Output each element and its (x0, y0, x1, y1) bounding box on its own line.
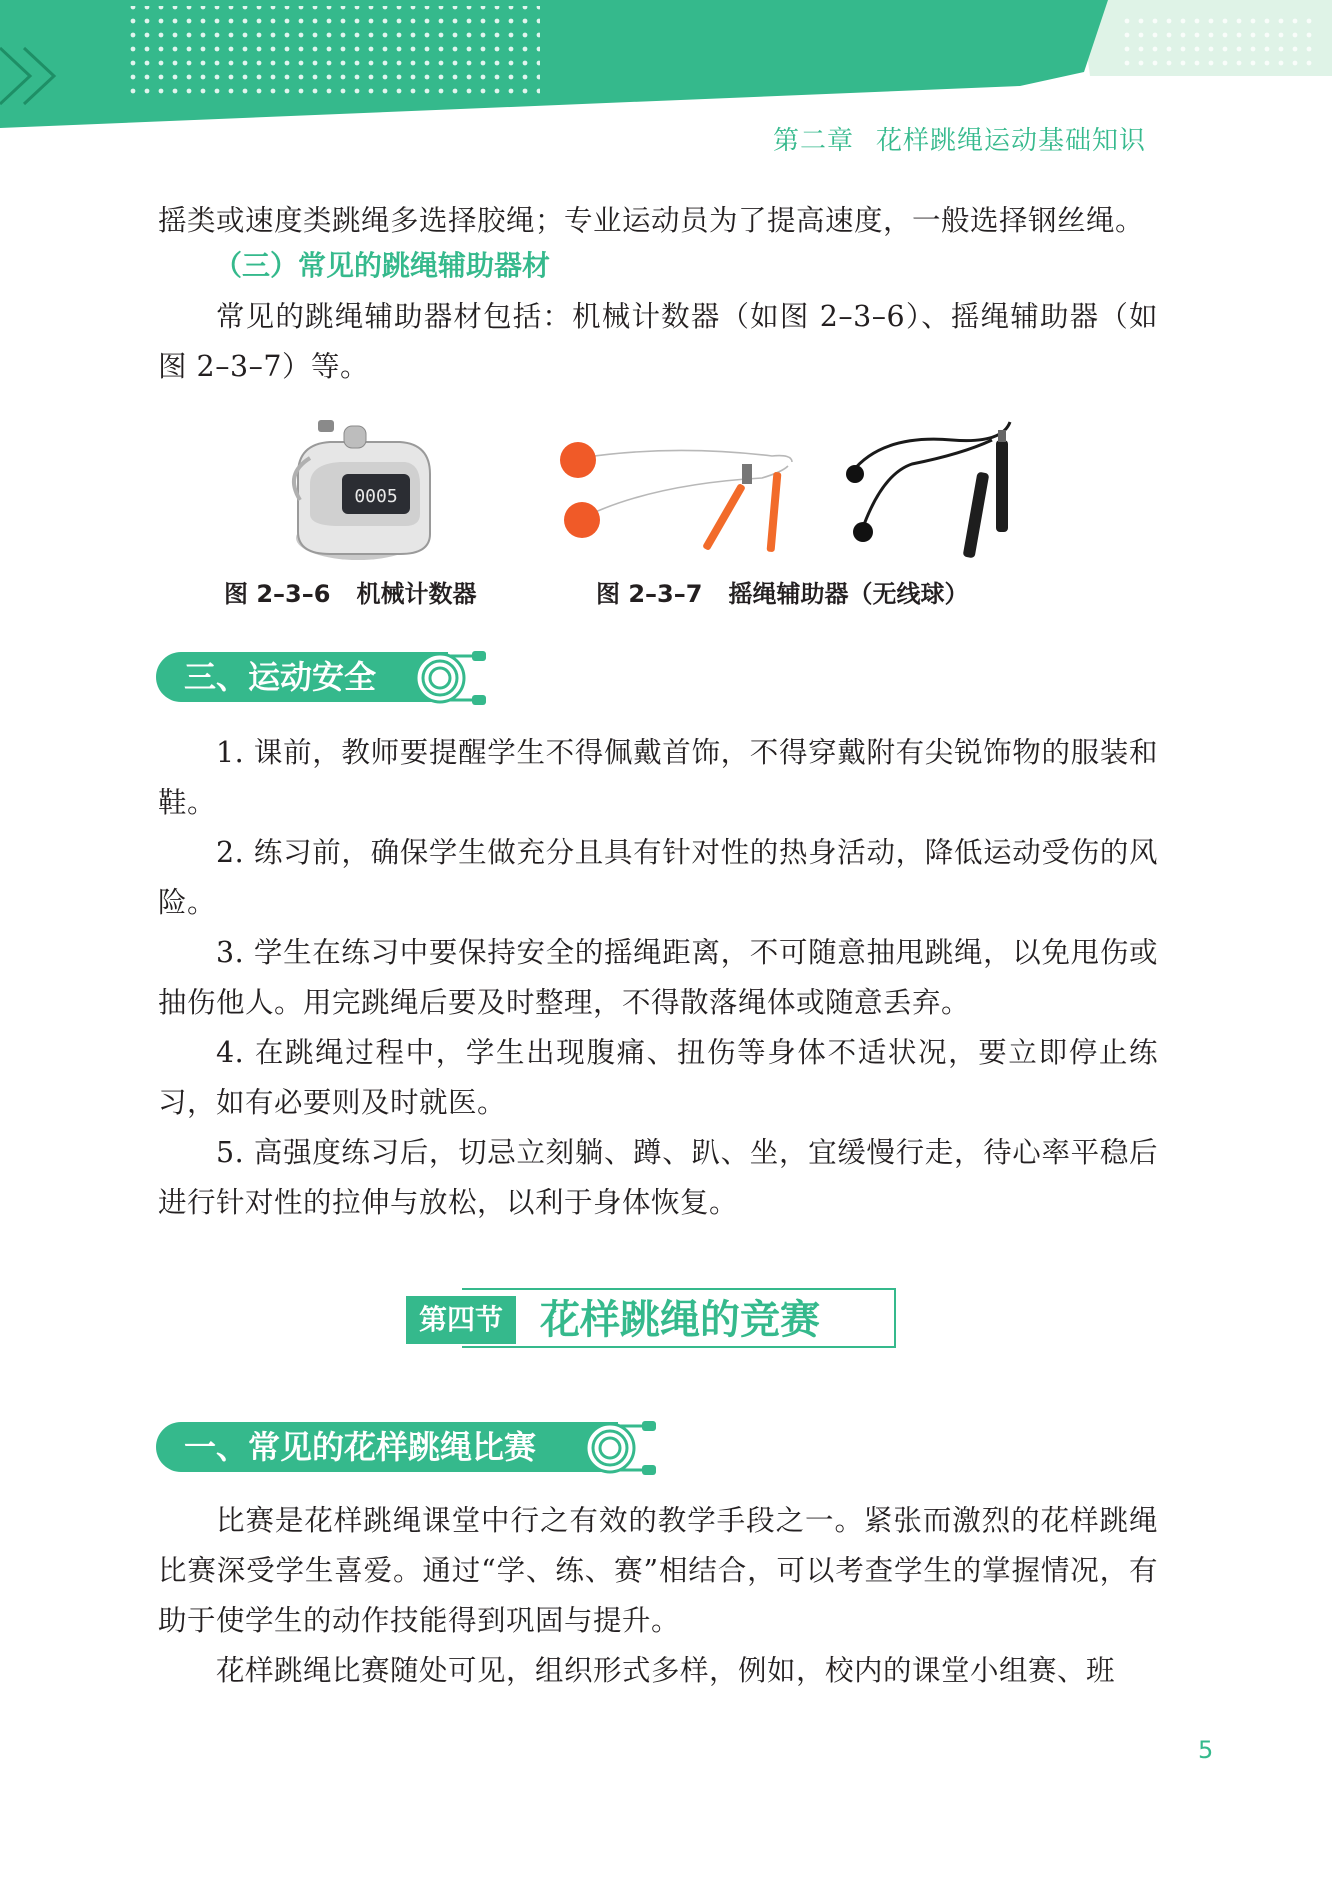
safety-item-1: 1. 课前，教师要提醒学生不得佩戴首饰，不得穿戴附有尖锐饰物的服装和鞋。 (158, 736, 1158, 819)
figure-title: 摇绳辅助器（无线球） (728, 580, 969, 608)
subsection-body: 常见的跳绳辅助器材包括：机械计数器（如图 2–3–6）、摇绳辅助器（如图 2–3–7）等。 (158, 300, 1158, 383)
counter-value: 0005 (354, 486, 398, 507)
section-safety-heading: 三、运动安全 (156, 652, 448, 702)
section4-tag: 第四节 (406, 1296, 516, 1344)
safety-item-4: 4. 在跳绳过程中，学生出现腹痛、扭伤等身体不适状况，要立即停止练习，如有必要则及时就医。 (158, 1036, 1158, 1119)
chapter-number: 第二章 (772, 126, 854, 156)
competition-paragraph-2: 花样跳绳比赛随处可见，组织形式多样，例如，校内的课堂小组赛、班 (216, 1654, 1116, 1687)
tally-counter-icon (280, 414, 440, 564)
subsection-title: （三）常见的跳绳辅助器材 (214, 249, 551, 282)
chapter-title (773, 120, 1146, 157)
page-number: 5 (1198, 1736, 1214, 1764)
figure-title: 机械计数器 (356, 580, 477, 608)
safety-item-2: 2. 练习前，确保学生做充分且具有针对性的热身活动，降低运动受伤的风险。 (158, 836, 1158, 919)
intro-line: 摇类或速度类跳绳多选择胶绳；专业运动员为了提高速度，一般选择钢丝绳。 (158, 204, 1145, 237)
header-banner (0, 0, 1332, 130)
safety-item-5: 5. 高强度练习后，切忌立刻躺、蹲、趴、坐，宜缓慢行走，待心率平稳后进行针对性的拉伸与放松，以利于身体恢复。 (158, 1136, 1158, 1219)
rope-swing-trainer-icon (552, 414, 1032, 566)
section4-title: 花样跳绳的竞赛 (540, 1297, 820, 1343)
safety-item-3: 3. 学生在练习中要保持安全的摇绳距离，不可随意抽甩跳绳，以免甩伤或抽伤他人。用完跳绳后要及时整理，不得散落绳体或随意丢弃。 (158, 936, 1158, 1019)
figure-caption-2-3-6 (224, 574, 476, 609)
chapter-name: 花样跳绳运动基础知识 (875, 126, 1146, 156)
jump-rope-coil-icon (410, 650, 490, 706)
figure-caption-2-3-7 (596, 574, 968, 609)
figure-number: 图 2–3–6 (224, 580, 331, 608)
figure-number: 图 2–3–7 (596, 580, 703, 608)
competition-paragraph-1: 比赛是花样跳绳课堂中行之有效的教学手段之一。紧张而激烈的花样跳绳比赛深受学生喜爱。通过“学、练、赛”相结合，可以考查学生的掌握情况，有助于使学生的动作技能得到巩固与提升。 (158, 1504, 1158, 1637)
section-competition-heading: 一、常见的花样跳绳比赛 (156, 1422, 618, 1472)
jump-rope-coil-icon (580, 1420, 660, 1476)
